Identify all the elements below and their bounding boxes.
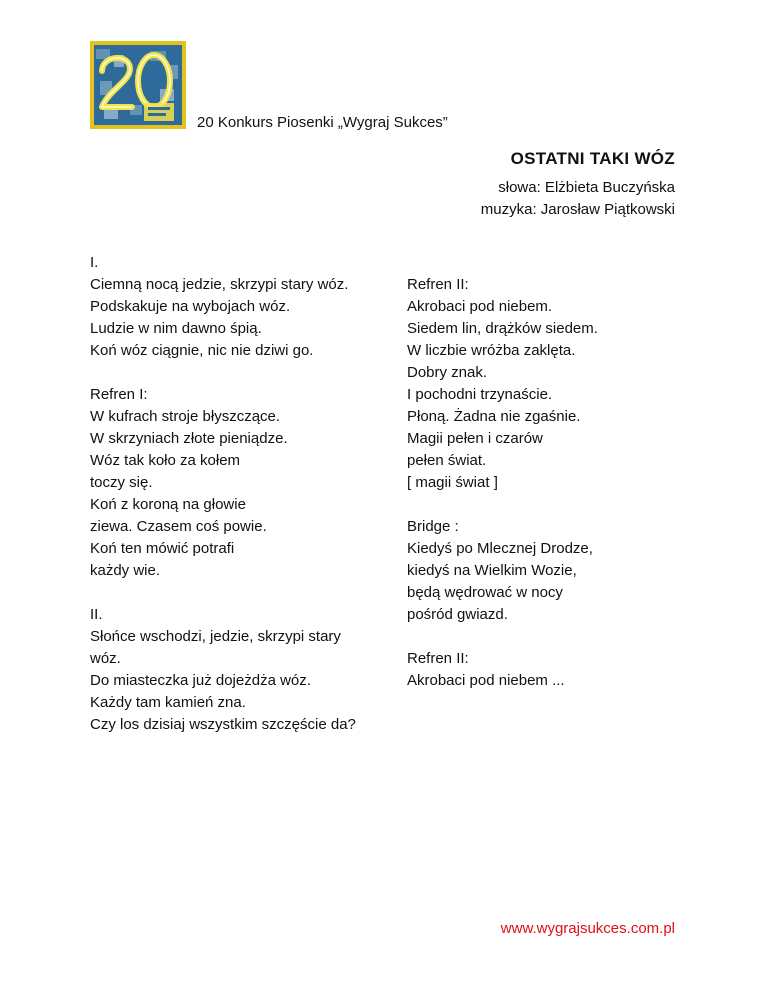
- stanza-bridge: [407, 516, 697, 626]
- stanza-line: W kufrach stroje błyszczące.: [90, 408, 281, 425]
- stanza-line: Akrobaci pod niebem ...: [407, 672, 565, 689]
- stanza-line: Podskakuje na wybojach wóz.: [90, 298, 291, 315]
- stanza-line: Dobry znak.: [407, 364, 488, 381]
- stanza-line: Każdy tam kamień zna.: [90, 694, 246, 711]
- song-title: OSTATNI TAKI WÓZ: [510, 149, 675, 168]
- contest-header: 20 Konkurs Piosenki „Wygraj Sukces”: [197, 114, 448, 131]
- stanza-line: Koń wóz ciągnie, nic nie dziwi go.: [90, 342, 314, 359]
- stanza-line: pełen świat.: [407, 452, 487, 469]
- stanza-line: [ magii świat ]: [407, 474, 498, 491]
- lyrics-left-column: [90, 252, 360, 758]
- stanza-refrain-2-repeat: [407, 648, 697, 692]
- stanza-line: Kiedyś po Mlecznej Drodze,: [407, 540, 593, 557]
- stanza-line: Koń ten mówić potrafi: [90, 540, 235, 557]
- stanza-line: Koń z koroną na głowie: [90, 496, 246, 513]
- stanza-line: Refren I:: [90, 386, 148, 403]
- stanza-line: Refren II:: [407, 276, 469, 293]
- stanza-line: II.: [90, 606, 103, 623]
- stanza-line: Refren II:: [407, 650, 469, 667]
- stanza-line: toczy się.: [90, 474, 153, 491]
- stanza-line: Płoną. Żadna nie zgaśnie.: [407, 408, 581, 425]
- stanza-line: Słońce wschodzi, jedzie, skrzypi stary wóz.: [90, 628, 341, 667]
- stanza-line: Siedem lin, drążków siedem.: [407, 320, 598, 337]
- stanza-line: Magii pełen i czarów: [407, 430, 543, 447]
- stanza-line: W skrzyniach złote pieniądze.: [90, 430, 288, 447]
- song-credits: [481, 177, 675, 221]
- lyrics-credit: słowa: Elżbieta Buczyńska: [498, 179, 675, 196]
- stanza-line: Wóz tak koło za kołem: [90, 452, 241, 469]
- stanza-line: pośród gwiazd.: [407, 606, 508, 623]
- stanza-line: W liczbie wróżba zaklęta.: [407, 342, 576, 359]
- stanza-refrain-1: [90, 384, 360, 582]
- stanza-verse-2: [90, 604, 360, 736]
- contest-20-logo-icon: [90, 41, 186, 129]
- website-link[interactable]: www.wygrajsukces.com.pl: [500, 920, 675, 937]
- music-credit: muzyka: Jarosław Piątkowski: [480, 201, 675, 218]
- stanza-line: kiedyś na Wielkim Wozie,: [407, 562, 577, 579]
- stanza-line: I.: [90, 254, 99, 271]
- stanza-line: Czy los dzisiaj wszystkim szczęście da?: [90, 716, 356, 733]
- stanza-line: ziewa. Czasem coś powie.: [90, 518, 267, 535]
- stanza-line: będą wędrować w nocy: [407, 584, 563, 601]
- stanza-line: Do miasteczka już dojeżdża wóz.: [90, 672, 311, 689]
- stanza-line: I pochodni trzynaście.: [407, 386, 553, 403]
- stanza-line: Akrobaci pod niebem.: [407, 298, 553, 315]
- stanza-line: Ciemną nocą jedzie, skrzypi stary wóz.: [90, 276, 349, 293]
- stanza-line: Ludzie w nim dawno śpią.: [90, 320, 262, 337]
- stanza-line: Bridge :: [407, 518, 459, 535]
- stanza-refrain-2: [407, 274, 697, 494]
- lyrics-right-column: [407, 274, 697, 714]
- stanza-line: każdy wie.: [90, 562, 161, 579]
- contest-20-logo: [90, 41, 186, 129]
- stanza-verse-1: [90, 252, 360, 362]
